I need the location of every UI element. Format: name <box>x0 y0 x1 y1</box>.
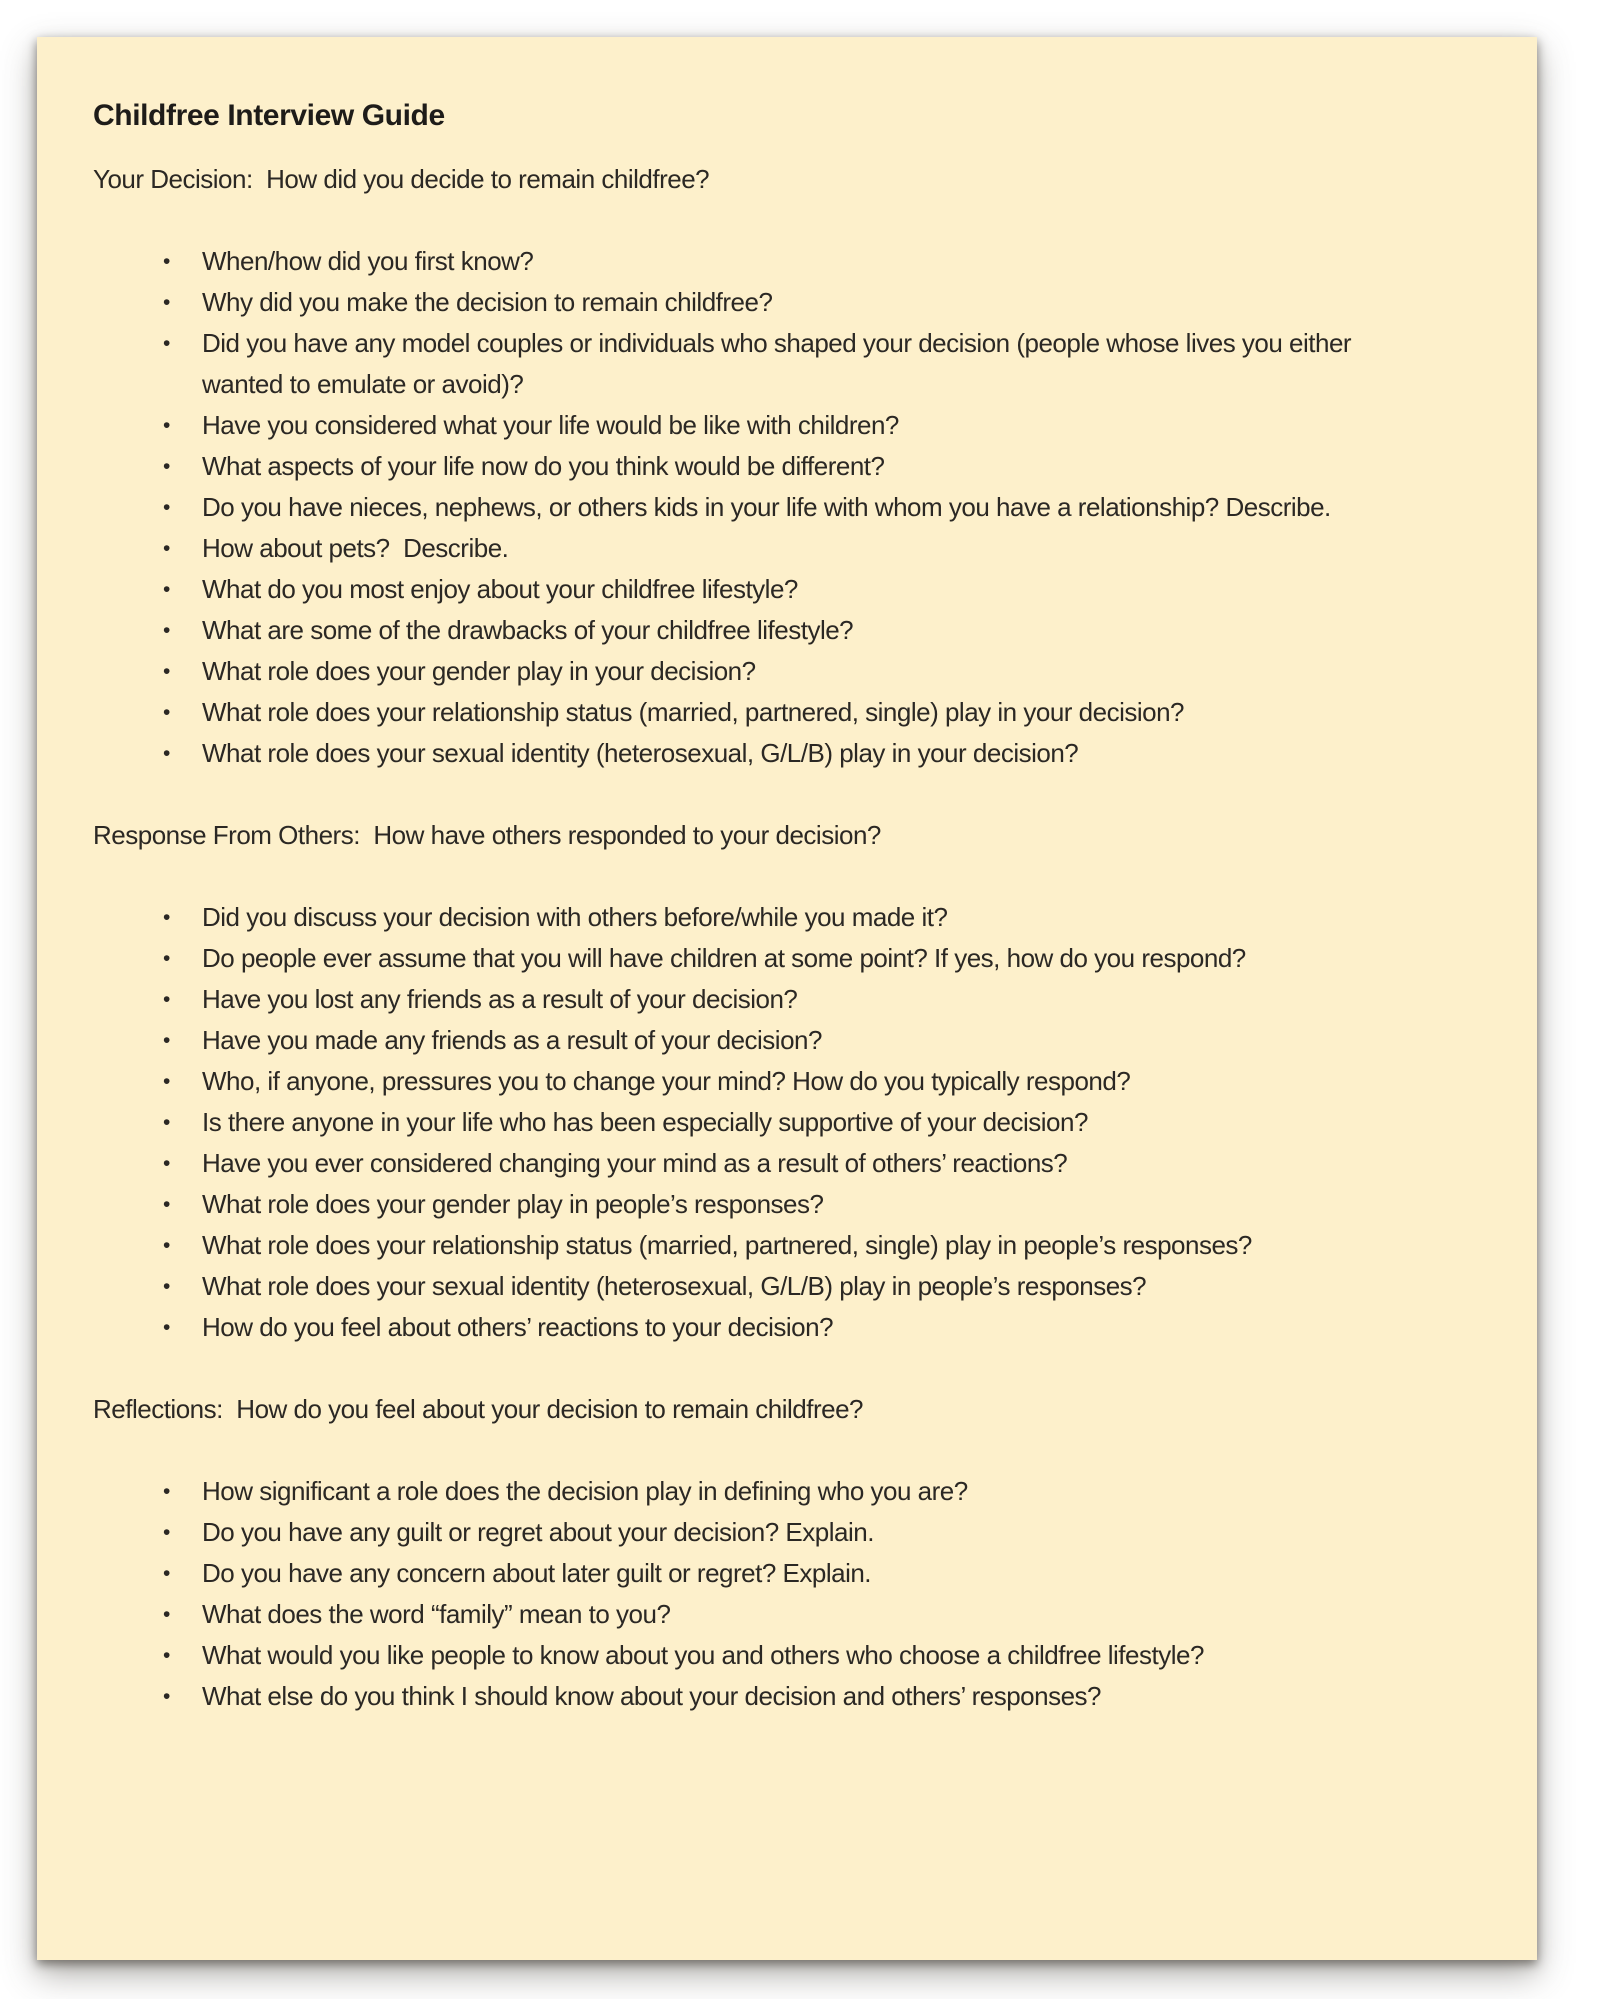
question-item: • What are some of the drawbacks of your childfree lifestyle? <box>202 610 1357 651</box>
question-item: • Did you discuss your decision with others before/while you made it? <box>202 897 1357 938</box>
sections-container <box>93 159 1481 1717</box>
question-item: • How significant a role does the decision play in defining who you are? <box>202 1471 1357 1512</box>
question-item: • Do you have nieces, nephews, or others kids in your life with whom you have a relationship? Describe. <box>202 487 1357 528</box>
interview-section <box>93 1389 1481 1717</box>
question-item: • What role does your gender play in your decision? <box>202 651 1357 692</box>
question-item: • When/how did you first know? <box>202 241 1357 282</box>
question-item: • What role does your relationship status (married, partnered, single) play in people’s responses? <box>202 1225 1357 1266</box>
question-item: • Do people ever assume that you will have children at some point? If yes, how do you respond? <box>202 938 1357 979</box>
question-item: • What aspects of your life now do you think would be different? <box>202 446 1357 487</box>
question-list <box>93 241 1481 774</box>
question-item: • Who, if anyone, pressures you to change your mind? How do you typically respond? <box>202 1061 1357 1102</box>
page-title: Childfree Interview Guide <box>93 99 445 132</box>
question-item: • Do you have any concern about later guilt or regret? Explain. <box>202 1553 1357 1594</box>
question-item: • What role does your gender play in people’s responses? <box>202 1184 1357 1225</box>
document-page <box>37 37 1537 1960</box>
question-item: • What would you like people to know about you and others who choose a childfree lifestyle? <box>202 1635 1357 1676</box>
question-item: • Why did you make the decision to remain childfree? <box>202 282 1357 323</box>
question-list <box>93 897 1481 1348</box>
question-item: • How do you feel about others’ reactions to your decision? <box>202 1307 1357 1348</box>
question-item: • Have you lost any friends as a result of your decision? <box>202 979 1357 1020</box>
question-item: • What else do you think I should know about your decision and others’ responses? <box>202 1676 1357 1717</box>
section-heading: Reflections: How do you feel about your decision to remain childfree? <box>93 1394 863 1424</box>
question-item: • How about pets? Describe. <box>202 528 1357 569</box>
question-item: • What do you most enjoy about your childfree lifestyle? <box>202 569 1357 610</box>
interview-section <box>93 159 1481 774</box>
question-item: • Have you made any friends as a result of your decision? <box>202 1020 1357 1061</box>
question-item: • Have you ever considered changing your mind as a result of others’ reactions? <box>202 1143 1357 1184</box>
question-item: • Do you have any guilt or regret about your decision? Explain. <box>202 1512 1357 1553</box>
question-list <box>93 1471 1481 1717</box>
question-item: • Is there anyone in your life who has been especially supportive of your decision? <box>202 1102 1357 1143</box>
section-heading: Response From Others: How have others responded to your decision? <box>93 820 881 850</box>
section-heading: Your Decision: How did you decide to remain childfree? <box>93 164 710 194</box>
question-item: • What does the word “family” mean to you? <box>202 1594 1357 1635</box>
question-item: • Did you have any model couples or individuals who shaped your decision (people whose lives you either wanted to emulate or avoid)? <box>202 323 1357 405</box>
question-item: • What role does your sexual identity (heterosexual, G/L/B) play in people’s responses? <box>202 1266 1357 1307</box>
question-item: • What role does your relationship status (married, partnered, single) play in your decision? <box>202 692 1357 733</box>
interview-section <box>93 815 1481 1348</box>
question-item: • What role does your sexual identity (heterosexual, G/L/B) play in your decision? <box>202 733 1357 774</box>
question-item: • Have you considered what your life would be like with children? <box>202 405 1357 446</box>
